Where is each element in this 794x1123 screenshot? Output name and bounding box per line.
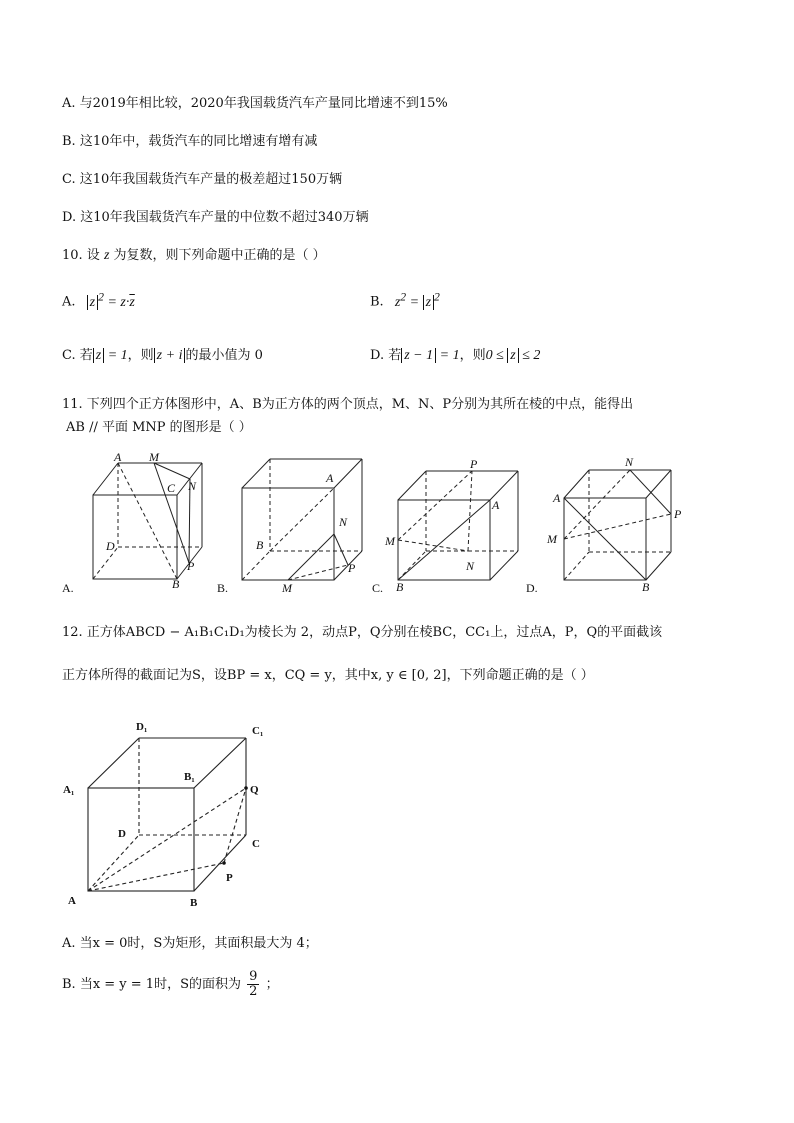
q12-label-b1: B₁ — [184, 771, 195, 783]
q10-option-a — [62, 290, 135, 311]
q12-option-b-prefix: B. 当x = y = 1时，S的面积为 — [62, 977, 241, 992]
q12-label-d: D — [118, 828, 126, 840]
q12-label-a: A — [68, 895, 76, 907]
q10-option-a-formula: z $^2 = z\cdot\overline{z}$ — [80, 295, 135, 310]
q12-label-c: C — [252, 838, 260, 850]
q11a-label-b: B — [172, 577, 180, 591]
q12-fraction-denominator: 2 — [249, 984, 258, 999]
q10-stem-prefix: 10. 设 — [62, 248, 100, 263]
q11-figure-c — [398, 471, 518, 580]
q12-label-p: P — [226, 872, 233, 884]
q11d-label-a: A — [553, 491, 561, 505]
q11b-label-n: N — [339, 515, 348, 529]
q12-figure — [60, 712, 290, 912]
q11a-label-d: D — [106, 539, 115, 553]
q12-point-p — [222, 861, 226, 865]
q9-option-a: A. 与2019年相比较，2020年我国载货汽车产量同比增速不到15% — [62, 96, 448, 111]
q10-option-d-prefix: D. 若 — [370, 348, 402, 363]
q11-choice-a: A. — [62, 581, 74, 595]
q11-stem-line2: AB // 平面 MNP 的图形是（ ） — [66, 420, 252, 435]
q10-option-b — [370, 290, 440, 311]
q10-option-c-expr: z + i — [154, 348, 186, 363]
q11d-label-m: M — [547, 532, 557, 546]
q11a-label-c: C — [167, 481, 176, 495]
q9-option-d: D. 这10年我国载货汽车产量的中位数不超过340万辆 — [62, 210, 369, 225]
q11a-label-a: A — [114, 450, 122, 464]
q11c-label-m: M — [385, 534, 395, 548]
q12-point-q — [244, 786, 248, 790]
q12-stem-line2: 正方体所得的截面记为S，设BP = x，CQ = y，其中x, y ∈ [0, 2]，下列命题正确的是（ ） — [62, 668, 594, 683]
q11a-label-p: P — [187, 559, 195, 573]
q11b-label-p: P — [348, 561, 356, 575]
q11c-label-b: B — [396, 580, 404, 594]
q11-figures — [60, 448, 760, 598]
q11a-label-n: N — [188, 479, 197, 493]
q11-figure-a — [93, 463, 202, 579]
q11a-label-m: M — [149, 450, 159, 464]
q12-option-b-suffix: ； — [265, 977, 279, 992]
q10-option-c-mid: ，则 — [127, 348, 154, 363]
q12-label-a1: A₁ — [63, 784, 75, 796]
q12-option-a: A. 当x = 0时，S为矩形，其面积最大为 4； — [62, 936, 318, 951]
q11-choice-d: D. — [526, 581, 538, 595]
q12-fraction-numerator: 9 — [249, 969, 258, 984]
q11b-label-a: A — [326, 471, 334, 485]
q12-stem-line1: 12. 正方体ABCD − A₁B₁C₁D₁为棱长为 2，动点P，Q分别在棱BC，CC₁上，过点A，P，Q的平面截该 — [62, 625, 663, 640]
q12-label-c1: C₁ — [252, 725, 264, 737]
q10-option-d-range: 0 ≤ z ≤ 2 — [485, 348, 541, 363]
q12-option-b-fraction — [247, 970, 259, 999]
q10-option-d-mid: ，则 — [459, 348, 486, 363]
q10-option-b-formula: $z^2 = z$ $^2$ — [387, 290, 440, 310]
q10-stem-var: z — [103, 248, 110, 263]
q11c-label-a: A — [492, 498, 500, 512]
q11c-label-p: P — [470, 457, 478, 471]
q10-stem — [62, 244, 326, 264]
q10-option-c-suffix: 的最小值为 0 — [185, 348, 263, 363]
q10-option-a-label: A. — [62, 294, 76, 310]
q10-option-b-label: B. — [370, 294, 384, 310]
q9-option-b: B. 这10年中，载货汽车的同比增速有增有减 — [62, 134, 318, 149]
q11-figure-d — [564, 470, 671, 580]
q11-stem-line1: 11. 下列四个正方体图形中，A、B为正方体的两个顶点，M、N、P分别为其所在棱的中点，能得出 — [62, 397, 634, 412]
q12-label-b: B — [190, 897, 198, 909]
q11d-label-n: N — [625, 455, 634, 469]
q12-label-d1: D₁ — [136, 721, 148, 733]
q11d-label-p: P — [674, 507, 682, 521]
q10-option-c-cond: z = 1 — [93, 348, 128, 363]
q12-label-q: Q — [250, 784, 259, 796]
q11-choice-c: C. — [372, 581, 384, 595]
q11c-label-n: N — [466, 559, 475, 573]
q11-choice-b: B. — [217, 581, 229, 595]
q12-option-b — [62, 970, 279, 999]
q10-option-c — [62, 344, 263, 364]
q10-stem-suffix: 为复数，则下列命题中正确的是（ ） — [113, 248, 326, 263]
q10-option-d — [370, 344, 540, 364]
q9-option-c: C. 这10年我国载货汽车产量的极差超过150万辆 — [62, 172, 343, 187]
q10-option-d-cond: z − 1 = 1 — [401, 348, 459, 363]
q11b-label-m: M — [282, 581, 292, 595]
q11b-label-b: B — [256, 538, 264, 552]
q11d-label-b: B — [642, 580, 650, 594]
q10-option-c-prefix: C. 若 — [62, 348, 93, 363]
